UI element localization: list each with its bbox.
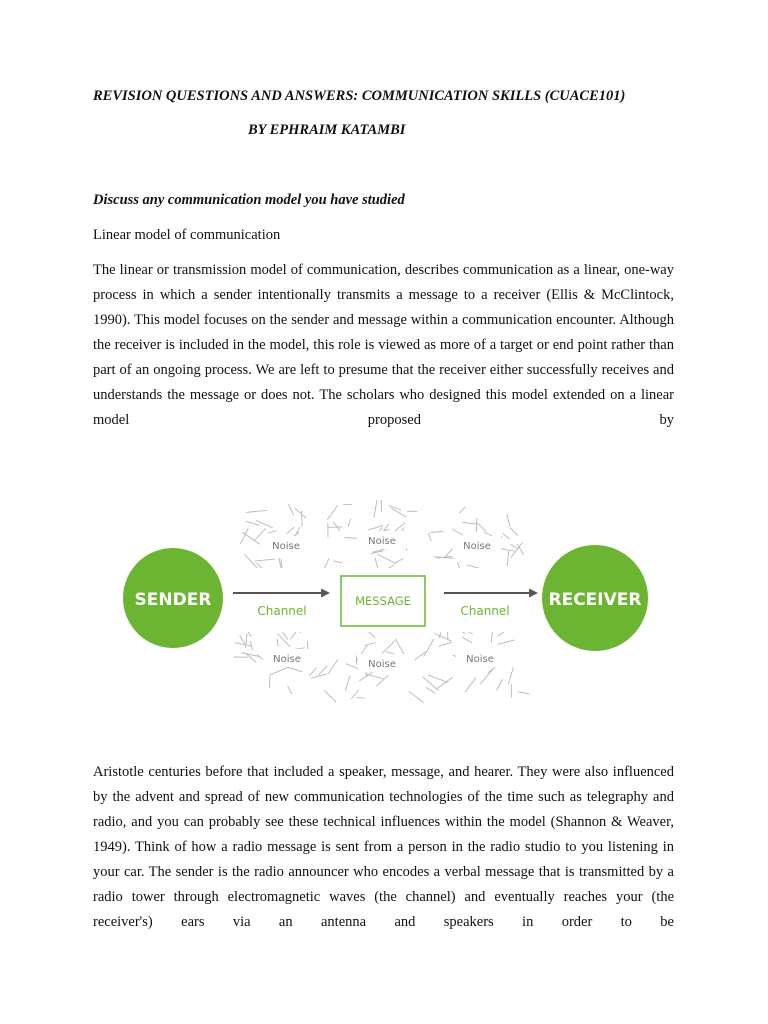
noise-stroke — [499, 549, 514, 552]
noise-stroke — [288, 686, 292, 694]
noise-stroke — [295, 508, 306, 518]
sender-label: SENDER — [134, 590, 212, 610]
noise-stroke — [240, 636, 245, 644]
message-label: MESSAGE — [355, 594, 411, 608]
noise-stroke — [269, 674, 270, 688]
noise-stroke — [445, 549, 453, 557]
noise-stroke — [510, 528, 518, 536]
noise-stroke — [246, 510, 267, 512]
noise-stroke — [502, 533, 509, 539]
noise-stroke — [452, 529, 463, 535]
question-heading: Discuss any communication model you have studied — [93, 192, 405, 208]
noise-stroke — [302, 511, 303, 527]
noise-stroke — [246, 521, 260, 525]
noise-stroke — [507, 551, 508, 566]
noise-stroke — [409, 691, 424, 702]
noise-stroke — [428, 675, 449, 683]
noise-stroke — [277, 639, 278, 647]
noise-stroke — [334, 561, 343, 563]
noise-stroke — [463, 523, 476, 524]
noise-stroke — [256, 520, 273, 527]
noise-stroke — [424, 639, 434, 657]
noise-label-top-right: Noise — [463, 541, 491, 552]
noise-label-bottom-center: Noise — [368, 659, 396, 670]
noise-stroke — [309, 668, 316, 676]
noise-label-top-left: Noise — [272, 541, 300, 552]
section-subheading: Linear model of communication — [93, 227, 281, 243]
noise-stroke — [343, 504, 352, 505]
noise-stroke — [241, 528, 249, 544]
noise-stroke — [480, 668, 493, 684]
receiver-label: RECEIVER — [548, 590, 642, 610]
noise-stroke — [510, 544, 518, 549]
noise-stroke — [235, 643, 251, 646]
noise-label-top-center: Noise — [368, 536, 396, 547]
channel-label-right: Channel — [460, 604, 510, 618]
noise-stroke — [484, 532, 492, 536]
noise-stroke — [324, 691, 336, 703]
noise-stroke — [277, 633, 290, 647]
body-paragraph: Aristotle centuries before that included a speaker, message, and hearer. They were also influenced by the advent and spread of new communication technologies of the time such as telegraphy and radio, and you can probably see these technical influences within the model (Shannon & Weaver, 1949). Think of how a radio message is sent from a person in the radio studio to you listening in your car. The sender is the radio announcer who encodes a verbal message that is transmitted by a radio tower through electromagnetic waves (the channel) and eventually reaches your (the receiver's) ears via an antenna and speakers in order to be — [93, 764, 674, 930]
noise-stroke — [288, 667, 302, 671]
noise-label-bottom-left: Noise — [273, 654, 301, 665]
noise-stroke — [377, 554, 395, 563]
linear-model-diagram — [110, 500, 660, 705]
noise-stroke — [241, 653, 259, 657]
noise-stroke — [348, 519, 351, 527]
noise-label-bottom-right: Noise — [466, 654, 494, 665]
noise-stroke — [364, 643, 376, 646]
noise-stroke — [477, 523, 487, 532]
noise-stroke — [255, 559, 275, 561]
noise-stroke — [507, 514, 510, 526]
noise-stroke — [459, 507, 465, 513]
noise-stroke — [438, 642, 451, 646]
noise-stroke — [288, 504, 293, 515]
noise-stroke — [245, 554, 259, 569]
noise-stroke — [376, 675, 388, 686]
noise-stroke — [423, 677, 439, 691]
noise-stroke — [428, 533, 431, 541]
noise-stroke — [465, 678, 476, 693]
noise-stroke — [434, 633, 452, 641]
noise-stroke — [333, 522, 340, 531]
noise-stroke — [328, 659, 338, 674]
noise-stroke — [345, 676, 350, 691]
noise-stroke — [518, 692, 530, 694]
channel-label-left: Channel — [257, 604, 307, 618]
noise-stroke — [498, 640, 515, 644]
noise-stroke — [430, 532, 443, 533]
noise-stroke — [462, 637, 472, 643]
body-paragraph: The linear or transmission model of communication, describes communication as a linear, one-way process in which a sender intentionally transmits a message to a receiver (Ellis & McClintock, 1990). This model focuses on the sender and message within a communication encounter. Although the receiver is included in the model, this role is viewed as more of a target or end point rather than part of an ongoing process. We are left to presume that the receiver either successfully receives and understands the message or does not. The scholars who designed this model extended on a linear model proposed by — [93, 262, 674, 428]
noise-stroke — [345, 538, 357, 539]
noise-stroke — [389, 506, 402, 511]
noise-stroke — [271, 666, 291, 674]
arrow-right-head — [529, 589, 538, 598]
noise-stroke — [396, 639, 405, 656]
diagram-svg — [110, 500, 660, 705]
noise-stroke — [374, 500, 378, 518]
noise-stroke — [268, 531, 277, 533]
noise-stroke — [287, 527, 295, 534]
document-author: BY EPHRAIM KATAMBI — [248, 122, 406, 138]
noise-stroke — [497, 679, 503, 690]
noise-stroke — [394, 558, 404, 564]
document-title: REVISION QUESTIONS AND ANSWERS: COMMUNICATION SKILLS (CUACE101) — [93, 88, 626, 104]
noise-stroke — [426, 687, 436, 693]
noise-stroke — [246, 633, 248, 648]
noise-stroke — [327, 505, 337, 520]
noise-stroke — [508, 667, 513, 684]
noise-stroke — [357, 698, 365, 699]
